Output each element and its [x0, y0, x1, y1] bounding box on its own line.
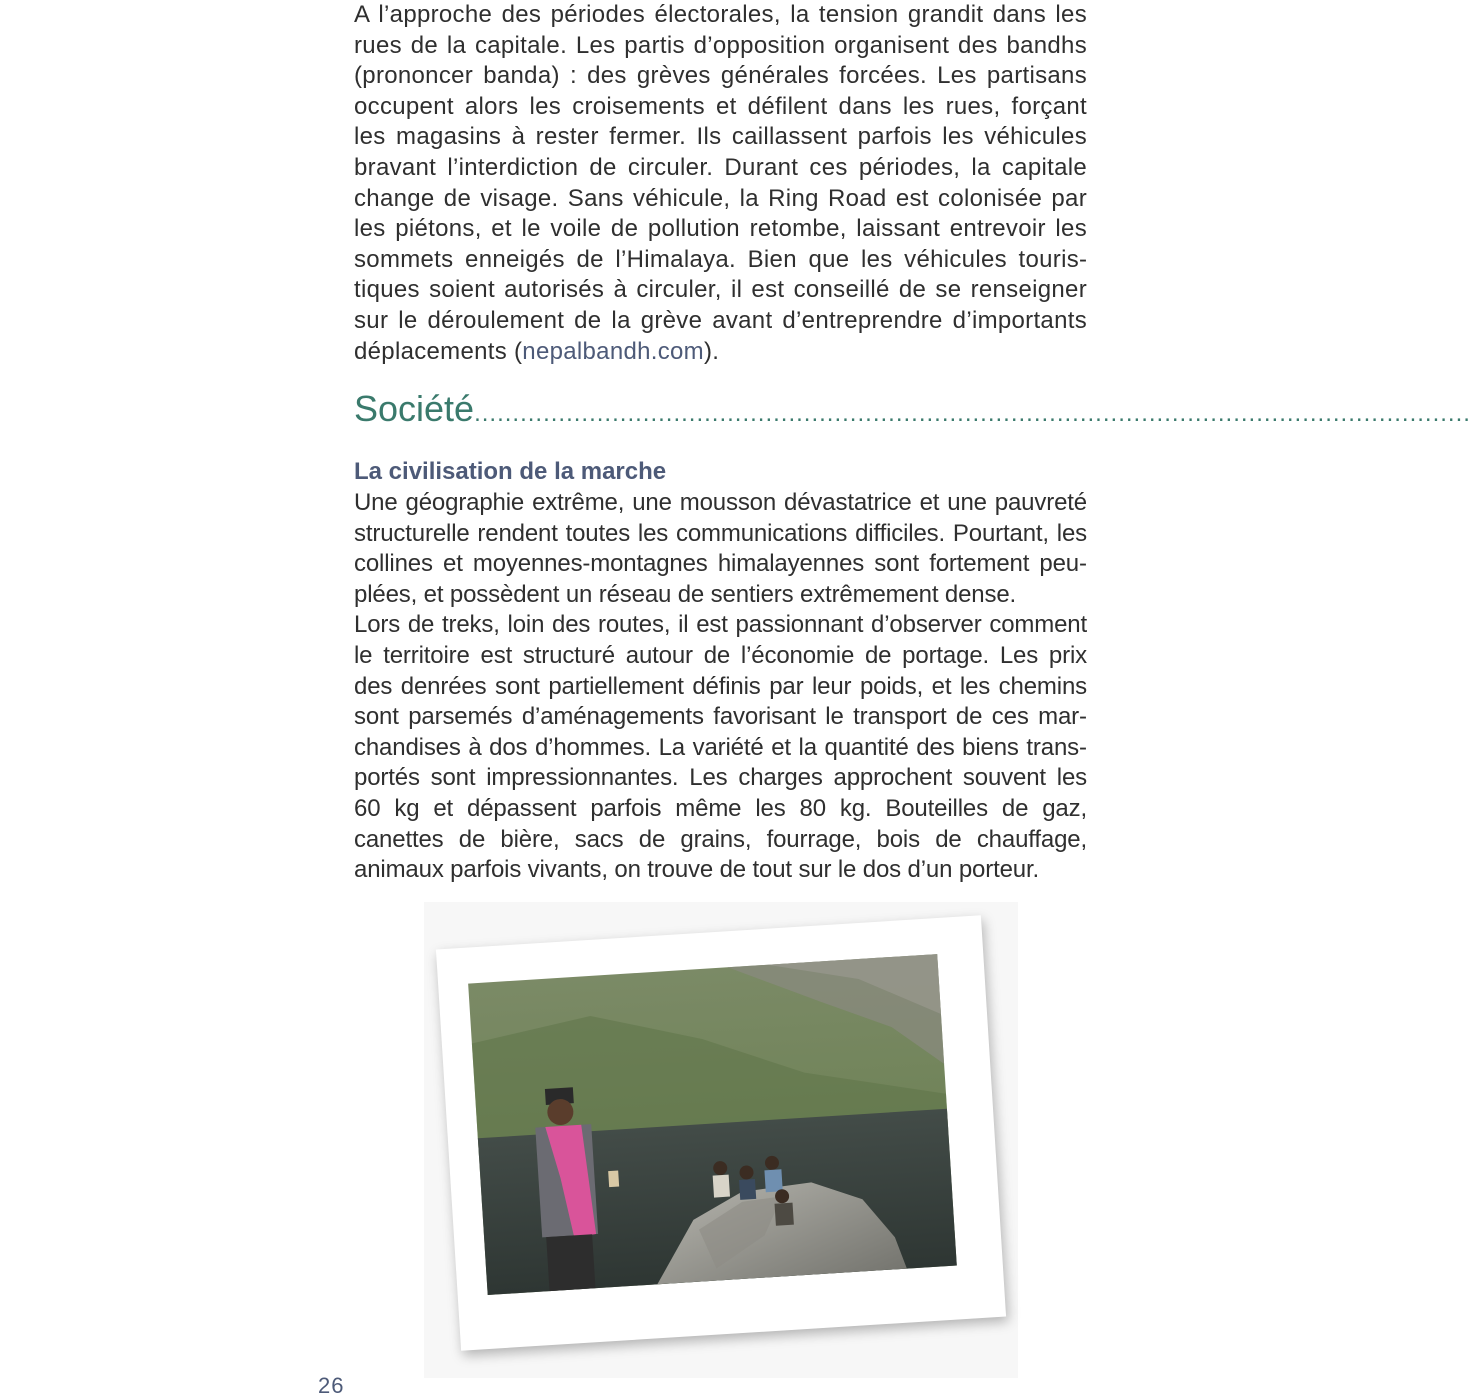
section-title: Société [354, 388, 475, 429]
intro-paragraph-closing: ). [703, 337, 720, 365]
heading-dot-leader: .................................................................................................................................. [474, 400, 1471, 427]
intro-paragraph-text: A l’approche des périodes électorales, la tension grandit dans les rues de la capitale. Les partis d’opposition organisent des bandhs (prononcer banda) : des grèves générales forcées. Les partisans occupent alors les croisements et défilent dans les rues, forçant les magasins à rester fermer. Ils caillassent parfois les véhicules bravant l’interdiction de circuler. Durant ces périodes, la capitale change de visage. Sans véhicule, la Ring Road est colonisée par les piétons, et le voile de pollution retombe, laissant entrevoir les sommets enneigés de l’Himalaya. Bien que les véhicules touristiques soient autorisés à circuler, il est conseillé de se renseigner sur le déroulement de la grève avant d’entreprendre d’importants déplacements ( [354, 1, 1087, 365]
body-text-block [354, 488, 1087, 886]
intro-paragraph [354, 0, 1087, 367]
body-paragraph-1: Une géographie extrême, une mousson dévastatrice et une pauvreté structurelle rendent toutes les communications difficiles. Pourtant, les collines et moyennes-montagnes himalayennes sont fortement peuplées, et possèdent un réseau de sentiers extrêmement dense. [354, 489, 1087, 608]
nepalbandh-link[interactable]: nepalbandh.com [522, 337, 704, 365]
page-number: 26 [318, 1373, 345, 1398]
section-heading [354, 386, 1471, 432]
body-paragraph-2: Lors de treks, loin des routes, il est passionnant d’observer comment le territoire est structuré autour de l’économie de portage. Les prix des denrées sont partiellement définis par leur poids, et les chemins sont parsemés d’aménagements favorisant le transport de ces marchandises à dos d’hommes. La variété et la quantité des biens transportés sont impressionnantes. Les charges approchent souvent les 60 kg et dépassent parfois même les 80 kg. Bouteilles de gaz, canettes de bière, sacs de grains, fourrage, bois de chauffage, animaux parfois vivants, on trouve de tout sur le dos d’un porteur. [354, 611, 1087, 884]
polaroid-frame [436, 915, 1006, 1350]
section-subtitle: La civilisation de la marche [354, 458, 667, 485]
intro-text-block [354, 0, 1087, 367]
porters-lake-photo [468, 954, 957, 1295]
photo-illustration [468, 954, 957, 1295]
